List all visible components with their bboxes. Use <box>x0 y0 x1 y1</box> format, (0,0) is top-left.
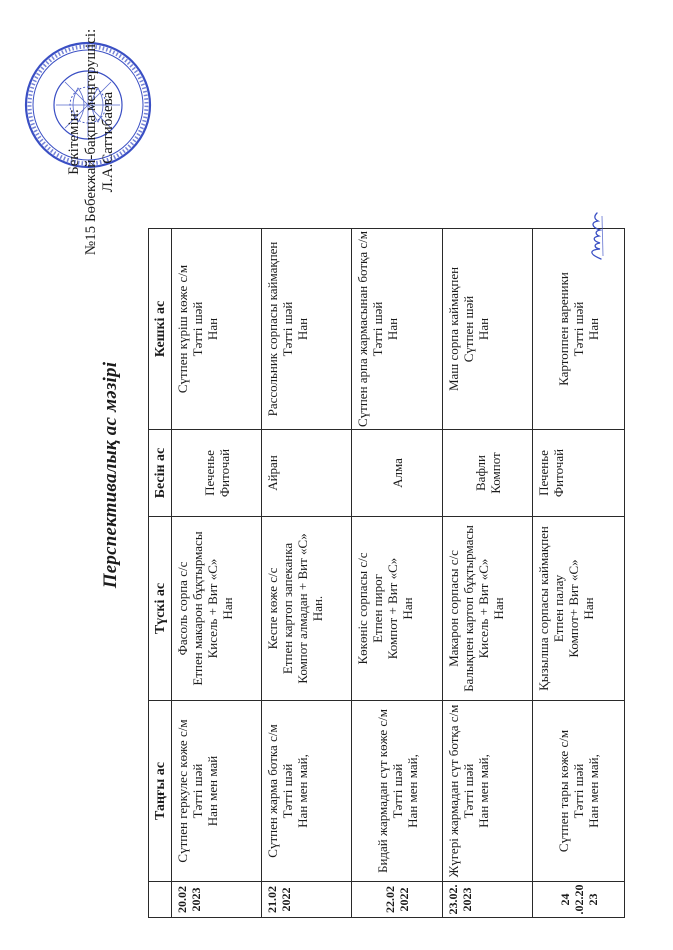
date-cell: 24 .02.20 23 <box>533 882 625 918</box>
table-row <box>262 228 352 917</box>
dinner-cell: Маш сорпа каймақпен Сүтпен шәй Нан <box>443 228 533 429</box>
page-title: Перспективалық ас мәзірі <box>100 361 121 589</box>
breakfast-cell: Сүтпен геркулес көже с/м Тәтті шәй Нан мен май <box>172 701 262 882</box>
breakfast-cell: Жүгері жармадан сүт ботқа с/м Тәтті шәй Нан мен май, <box>443 701 533 882</box>
lunch-cell: Фасоль сорпа с/с Етпен макарон бұқтырмасы Кисель + Вит «С» Нан <box>172 517 262 701</box>
dinner-cell: Рассольник сорпасы каймақпен Тәтті шәй Нан <box>262 228 352 429</box>
lunch-cell: Көкөніс сорпасы с/с Етпен пирог Компот + Вит «С» Нан <box>352 517 443 701</box>
header-date <box>149 882 172 918</box>
table-row <box>172 228 262 917</box>
snack-cell: Вафли Компот <box>443 430 533 517</box>
table-header-row <box>149 228 172 917</box>
dinner-cell: Сүтпен арпа жармасынан ботқа с/м Тәтті шәй Нан <box>352 228 443 429</box>
header-dinner: Кешкі ас <box>149 228 172 429</box>
header-snack: Бесін ас <box>149 430 172 517</box>
header-lunch: Түскі ас <box>149 517 172 701</box>
header-breakfast: Таңғы ас <box>149 701 172 882</box>
date-cell: 23.02. 2023 <box>443 882 533 918</box>
date-cell: 22.02 2022 <box>352 882 443 918</box>
lunch-cell: Кеспе көже с/с Етпен картоп запеканка Компот алмадан + Вит «С» Нан. <box>262 517 352 701</box>
breakfast-cell: Сүтпен жарма ботка с/м Тәтті шәй Нан мен май, <box>262 701 352 882</box>
date-cell: 21.02 2022 <box>262 882 352 918</box>
approval-signer: Л.А.Саттибаева <box>100 91 116 193</box>
snack-cell: Алма <box>352 430 443 517</box>
dinner-cell: Сүтпен күріш көже с/м Тәтті шәй Нан <box>172 228 262 429</box>
lunch-cell: Макарон сорпасы с/с Балықпен картоп бұқтырмасы Кисель + Вит «С» Нан <box>443 517 533 701</box>
lunch-cell: Қызылша сорпасы каймақпен Етпен палау Компот+ Вит «С» Нан <box>533 517 625 701</box>
approval-heading: Бекітемін: <box>66 109 82 175</box>
breakfast-cell: Сүтпен тары көже с/м Тәтті шәй Нан мен май, <box>533 701 625 882</box>
snack-cell: Печенье Фиточай <box>533 430 625 517</box>
signature-icon <box>585 210 607 262</box>
date-cell: 20.02 2023 <box>172 882 262 918</box>
table-row <box>533 228 625 917</box>
breakfast-cell: Бидай жармадан сүт көже с/м Тәтті шәй Нан мен май, <box>352 701 443 882</box>
dinner-cell: Картоппен вареники Тәтті шәй Нан <box>533 228 625 429</box>
menu-table <box>148 228 625 918</box>
snack-cell: Айран <box>262 430 352 517</box>
approval-position: №15 Бөбекжай-бақша меңгерушісі: <box>83 28 99 256</box>
table-row <box>443 228 533 917</box>
table-row <box>352 228 443 917</box>
snack-cell: Печенье Фиточай <box>172 430 262 517</box>
